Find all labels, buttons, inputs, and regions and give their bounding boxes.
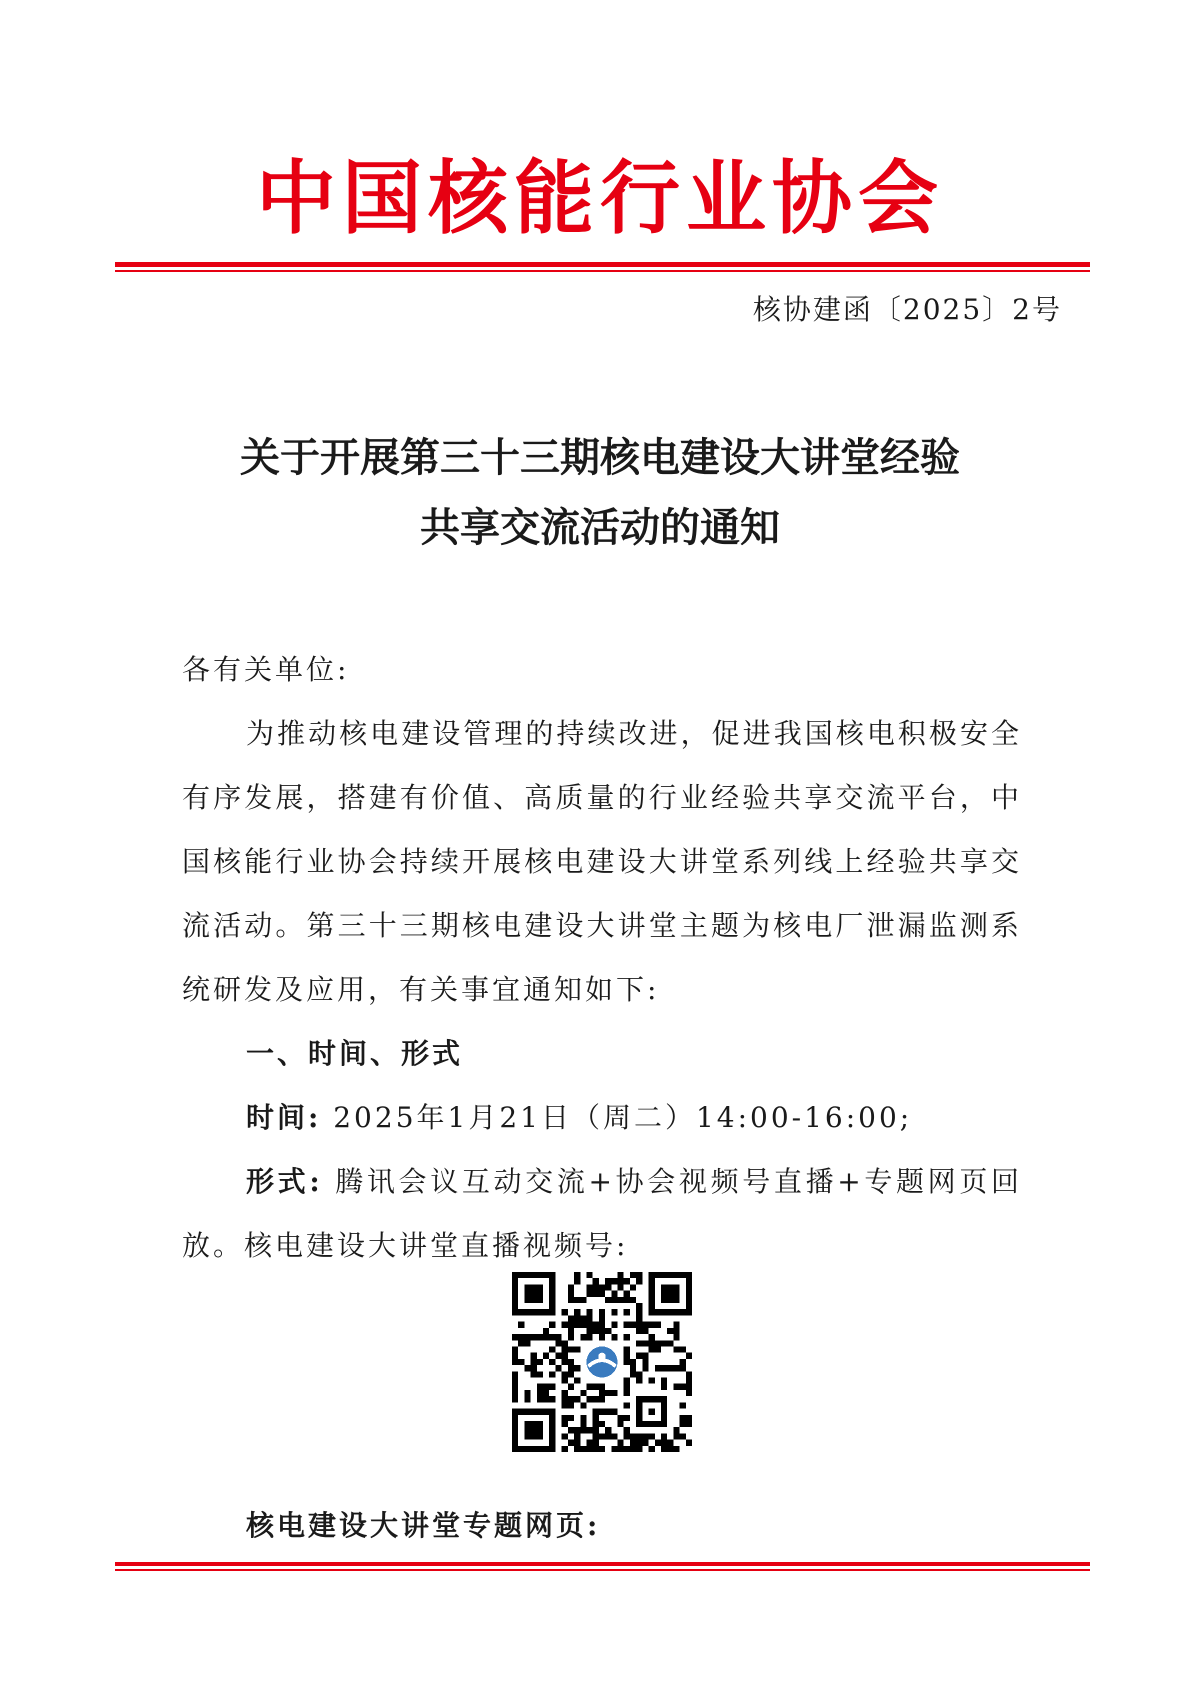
time-line xyxy=(182,1086,1022,1150)
organization-name: 中国核能行业协会 xyxy=(256,151,944,245)
section-heading-time-format: 一、时间、形式 xyxy=(246,1037,464,1070)
form-value: 腾讯会议互动交流+协会视频号直播+专题网页回放。核电建设大讲堂直播视频号: xyxy=(182,1165,1022,1262)
form-label: 形式: xyxy=(246,1165,323,1198)
header-rule-thick xyxy=(115,262,1090,267)
video-channel-qr-code xyxy=(512,1272,692,1452)
time-value: 2025年1月21日（周二）14:00-16:00; xyxy=(321,1101,913,1134)
form-paragraph xyxy=(182,1150,1022,1278)
time-label: 时间: xyxy=(246,1101,322,1134)
footer-rule-thin xyxy=(115,1569,1090,1571)
notice-title-line-2: 共享交流活动的通知 xyxy=(420,504,780,551)
notice-title-line-1: 关于开展第三十三期核电建设大讲堂经验 xyxy=(240,434,960,481)
document-number: 核协建函〔2025〕2号 xyxy=(752,293,1062,326)
header-rule-thin xyxy=(115,270,1090,272)
salutation: 各有关单位: xyxy=(182,653,350,686)
webpage-label: 核电建设大讲堂专题网页: xyxy=(246,1509,601,1542)
intro-paragraph: 为推动核电建设管理的持续改进，促进我国核电积极安全有序发展，搭建有价值、高质量的行业经验共享交流平台，中国核能行业协会持续开展核电建设大讲堂系列线上经验共享交流活动。第三十三期核电建设大讲堂主题为核电厂泄漏监测系统研发及应用，有关事宜通知如下: xyxy=(182,717,1022,1006)
footer-rule-thick xyxy=(115,1562,1090,1566)
qr-center-logo-icon xyxy=(582,1342,622,1382)
